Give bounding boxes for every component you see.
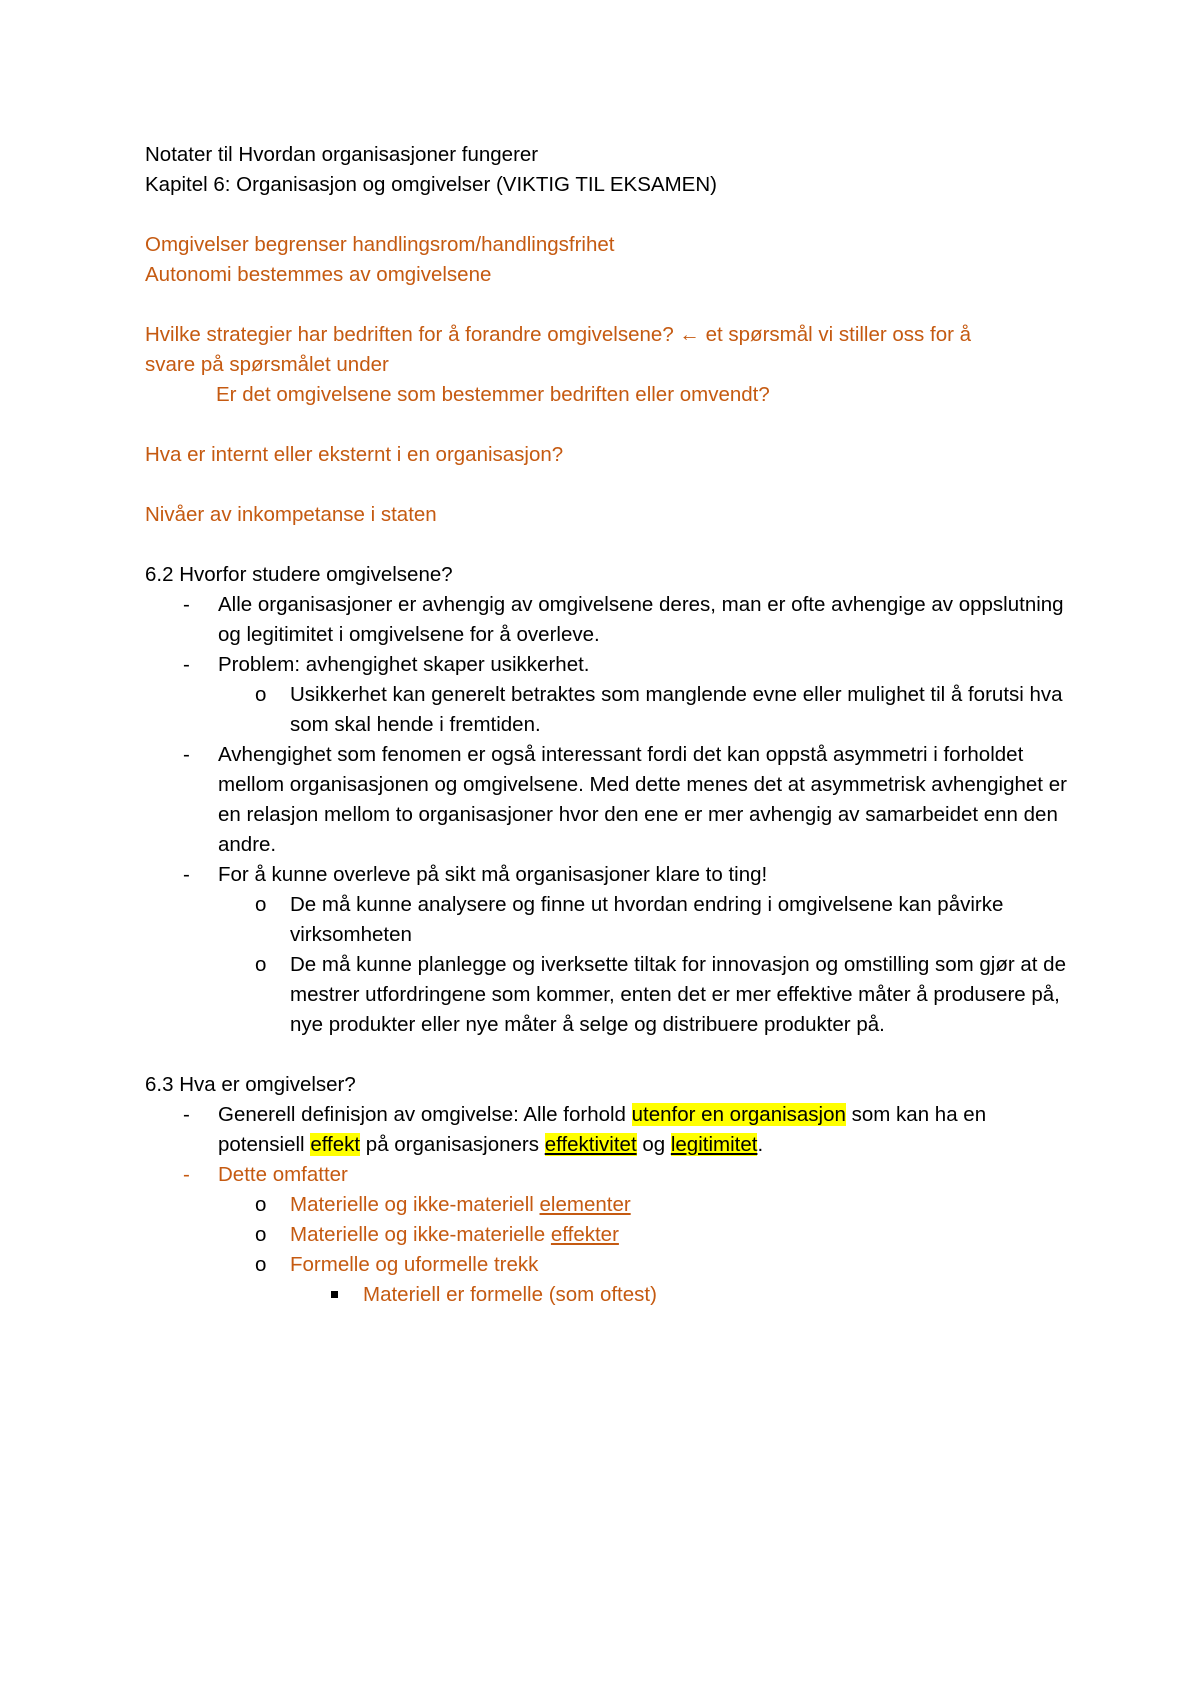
list-item [145,1220,1075,1250]
list-item-text: Materiell er formelle (som oftest) [363,1283,657,1306]
intro-line-2: Autonomi bestemmes av omgivelsene [145,263,492,286]
list-item [145,890,1075,950]
list-item [145,860,1075,890]
list-item [145,740,1075,860]
underlined-effects: effekter [550,1223,619,1246]
circle-bullet: o [255,893,267,916]
list-item-text: Formelle og uformelle trekk [290,1253,539,1276]
intro-line-1: Omgivelser begrenser handlingsrom/handlingsfrihet [145,233,615,256]
list-item [145,590,1075,650]
question-strategies-line-2: svare på spørsmålet under [145,353,389,376]
list-item-text: Problem: avhengighet skaper usikkerhet. [218,653,590,676]
blank-line [145,410,1075,440]
circle-bullet: o [255,1223,267,1246]
definition-text [218,1103,986,1156]
definition-item [145,1100,1075,1160]
document-page [145,140,1075,1310]
list-item [145,680,1075,740]
blank-line [145,470,1075,500]
list-item-text: For å kunne overleve på sikt må organisasjoner klare to ting! [218,863,768,886]
definition-part: på organisasjoners [360,1133,545,1156]
definition-part: som kan ha en potensiell [218,1103,987,1156]
highlight-efficiency: effektivitet [544,1133,637,1156]
dash-bullet: - [183,1103,190,1126]
question-strategies-line-1: Hvilke strategier har bedriften for å forandre omgivelsene? ← et spørsmål vi stiller oss for å [145,323,972,346]
blank-line [145,1040,1075,1070]
list-item-text: Materielle og ikke-materielle [290,1223,551,1246]
list-item-text: Usikkerhet kan generelt betraktes som manglende evne eller mulighet til å forutsi hva som skal hende i fremtiden. [290,683,1063,736]
dash-bullet: - [183,863,190,886]
circle-bullet: o [255,1193,267,1216]
definition-part: og [636,1133,671,1156]
definition-part: . [757,1133,764,1156]
blank-line [145,530,1075,560]
list-item [145,1160,1075,1190]
square-bullet-icon [331,1280,338,1310]
list-item-text: Avhengighet som fenomen er også interessant fordi det kan oppstå asymmetri i forholdet mellom organisasjonen og omgivelsene. Med dette menes det at asymmetrisk avhengighet er en relasjon mellom to organisasjoner hvor den ene er mer avhengig av samarbeidet enn den andre. [218,743,1067,856]
note-incompetence: Nivåer av inkompetanse i staten [145,503,437,526]
document-title: Notater til Hvordan organisasjoner fungerer [145,143,539,166]
dash-bullet: - [183,653,190,676]
dash-bullet: - [183,1163,190,1186]
list-item-text: De må kunne analysere og finne ut hvordan endring i omgivelsene kan påvirke virksomheten [290,893,1004,946]
circle-bullet: o [255,953,267,976]
highlight-outside-organization: utenfor en organisasjon [631,1103,846,1126]
highlight-effect: effekt [310,1133,361,1156]
definition-part: Generell definisjon av omgivelse: Alle forhold [218,1103,632,1126]
dash-bullet: - [183,743,190,766]
question-internal-external: Hva er internt eller eksternt i en organisasjon? [145,443,564,466]
list-item-text: De må kunne planlegge og iverksette tiltak for innovasjon og omstilling som gjør at de mestrer utfordringene som kommer, enten det er mer effektive måter å produsere på, nye produkter eller nye måter å selge og distribuere produkter på. [290,953,1066,1036]
section-6-2-heading: 6.2 Hvorfor studere omgivelsene? [145,563,453,586]
list-item [145,1280,1075,1310]
section-6-3-heading: 6.3 Hva er omgivelser? [145,1073,356,1096]
highlight-legitimacy: legitimitet [670,1133,758,1156]
list-item-text: Dette omfatter [218,1163,348,1186]
list-item [145,950,1075,1040]
list-item [145,1250,1075,1280]
question-who-decides: Er det omgivelsene som bestemmer bedriften eller omvendt? [216,383,770,406]
blank-line [145,290,1075,320]
list-item-text: Materielle og ikke-materiell [290,1193,540,1216]
list-item [145,1190,1075,1220]
dash-bullet: - [183,593,190,616]
underlined-elements: elementer [539,1193,631,1216]
list-item [145,650,1075,680]
circle-bullet: o [255,1253,267,1276]
circle-bullet: o [255,683,267,706]
chapter-title: Kapitel 6: Organisasjon og omgivelser (VIKTIG TIL EKSAMEN) [145,173,717,196]
blank-line [145,200,1075,230]
list-item-text: Alle organisasjoner er avhengig av omgivelsene deres, man er ofte avhengige av oppslutning og legitimitet i omgivelsene for å overleve. [218,593,1064,646]
